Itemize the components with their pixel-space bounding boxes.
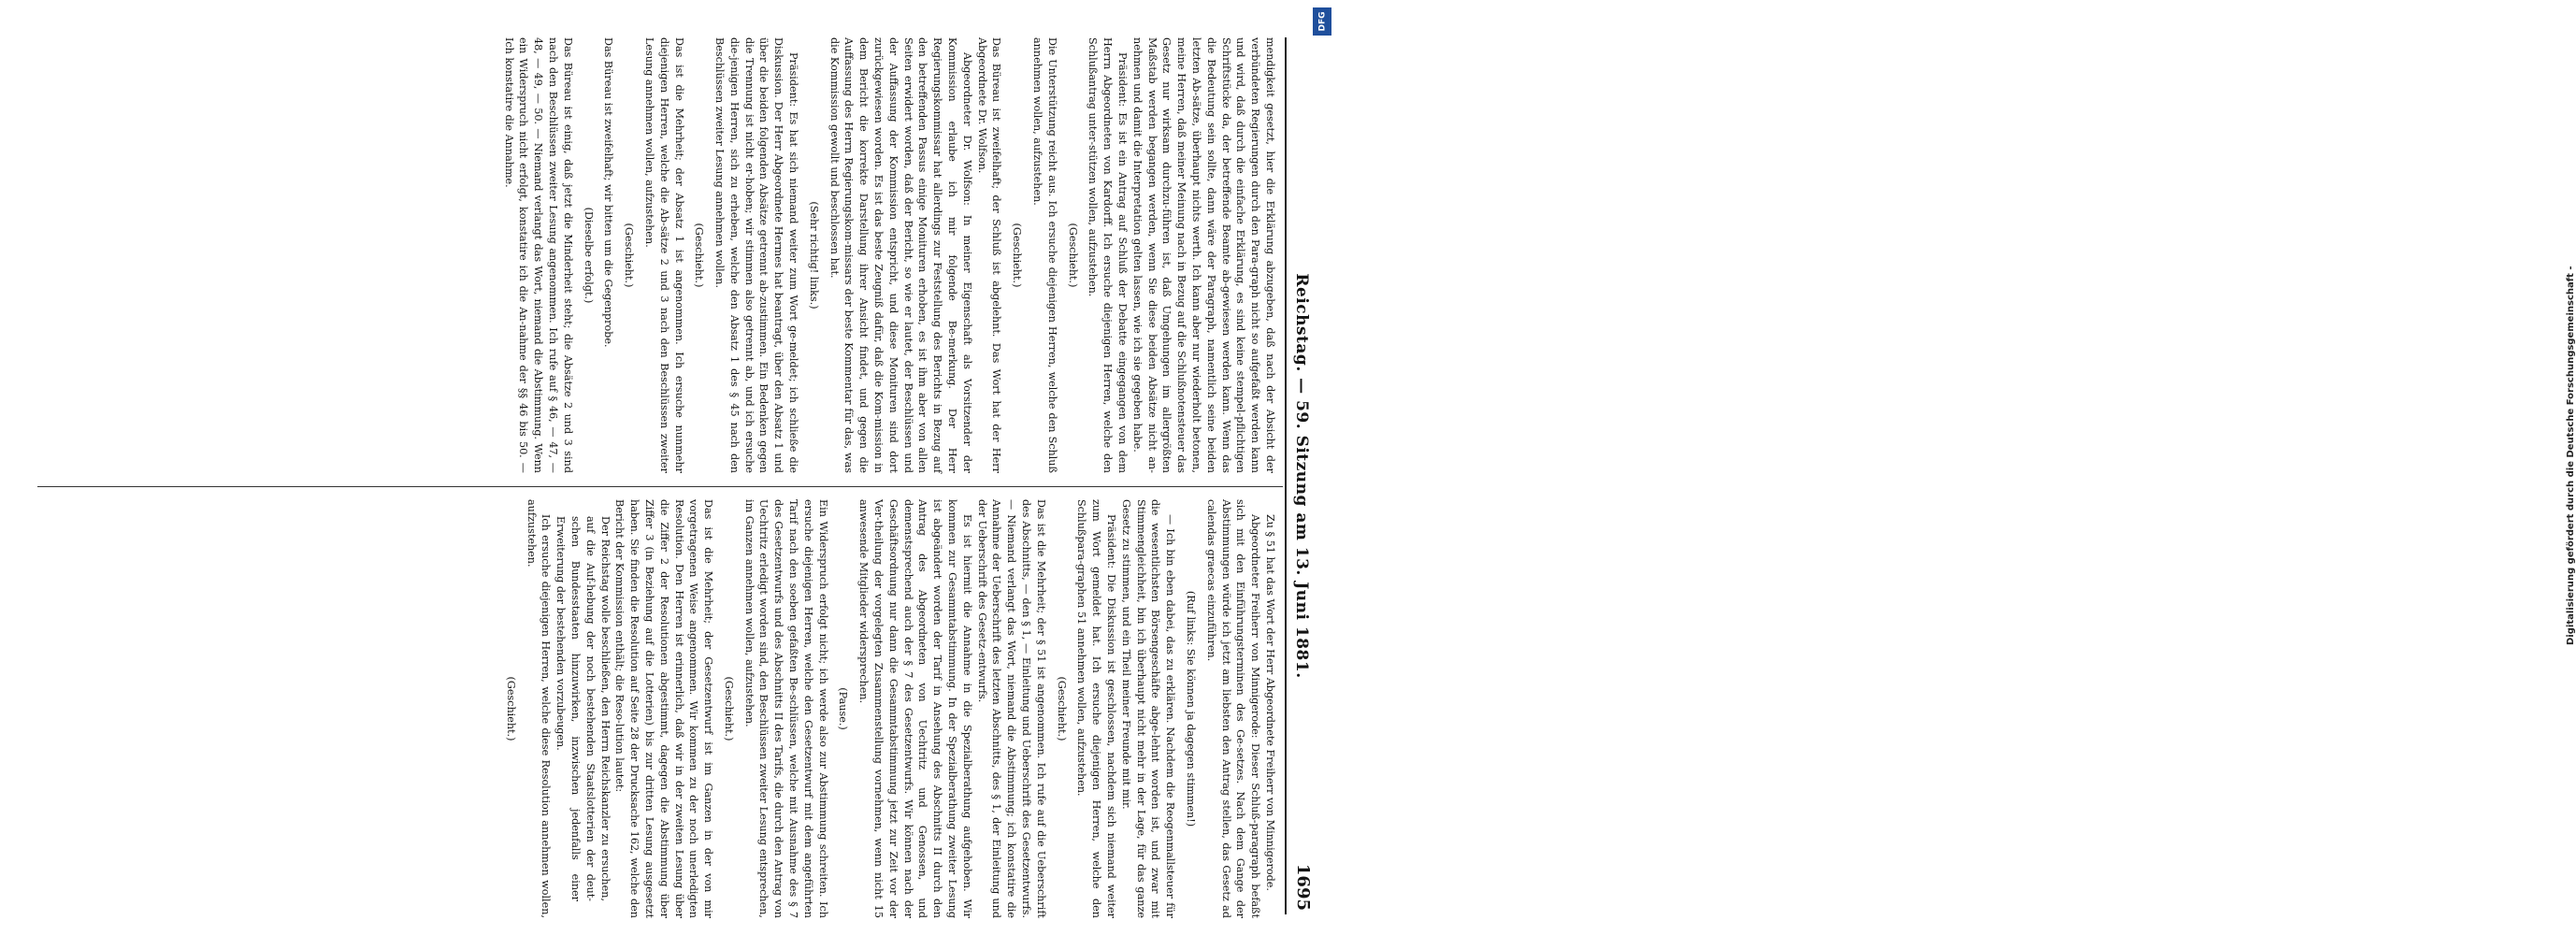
paragraph: Es ist hiermit die Annahme in die Spezialberathung aufgehoben. Wir kommen zur Gesammtabstimmung. In der Spezialberathung zweiter Lesung ist abgeändert worden der Tarif in Ansehung des Abschnitts II durch den Antrag des Abgeordneten von Uechtritz und Genossen, und demenstsprechend auch der § 7 des Gesetzentwurfs. Wir können nach der Geschäftsordnung nur dann die Gesammtabstimmung jetzt zur Zeit vor der Ver-theilung der vorgelegten Zusammenstellung vornehmen, wenn nicht 15 anwesende Mitglieder widersprechen. [857,499,973,918]
stage-direction: (Pause.) [837,687,850,730]
paragraph: Das Büreau ist zweifelhaft; wir bitten um die Gegenprobe. [602,37,615,348]
stage-direction: (Ruf links: Sie können ja dagegen stimmen!) [1185,590,1198,827]
paragraph: Das Büreau ist zweifelhaft; der Schluß ist abgelehnt. Das Wort hat der Herr Abgeordnete Dr. Wolfson. [975,37,1003,473]
paragraph: Das Büreau ist einig, daß jetzt die Minderheit steht; die Absätze 2 und 3 sind nach den Beschlüssen zweiter Lesung angenommen. Ich rufe auf § 46, — 47, — 48, — 49, — 50. — Niemand verlangt das Wort, niemand die Abstimmung. Wenn ein Widerspruch nicht erfolgt, konstatire ich die An-nahme der §§ 46 bis 50. — Ich konstatire die Annahme. [502,37,574,473]
paragraph: — Ich bin eben dabei, das zu erklären. Nachdem die Reogenmallsteuer für die wesentlichsten Börsengeschäfte abge-lehnt worden ist, und zwar mit Stimmengleichheit, bin ich überhaupt nicht mehr in der Lage, für das ganze Gesetz zu stimmen, und ein Theil meiner Freunde mit mir. [1119,499,1177,918]
resolution-text: Der Reichstag wolle beschließen, den Herrn Reichskanzler zu ersuchen, auf die Auf-hebung der noch bestehenden Staatslotterien der deut-schen Bundesstaaten hinzuwirken, inzwischen jedenfalls einer Erweiterung der bestehenden vorzubeugen. [554,516,612,901]
page-number: 1695 [1293,863,1313,911]
paragraph: Abgeordneter Dr. Wolfson: In meiner Eigenschaft als Vorsitzender der Kommission erlaube ich mir folgende Be-merkung. Der Herr Regierungskommissar hat allerdings zur Feststellung des Berichts in Bezug auf den betreffenden Passus einige Monituren erhoben, es ist ihm aber von allen Seiten erwidert worden, daß der Bericht, so wie er lautet, der Beschlüssen und der Auffassung der Kommission entspricht, und diese Monituren sind dort zurückgewiesen worden. Es ist das beste Zeugniß dafür, daß die Kom-mission in dem Bericht die korrekte Darstellung ihrer Ansicht findet, und gegen die Auffassung des Herrn Regierungskom-missars der beste Kommentar für das, was die Kommission gewollt und beschlossen hat. [827,37,973,473]
paragraph: Präsident: Es ist ein Antrag auf Schluß der Debatte eingegangen von dem Herrn Abgeordneten von Kardorff. Ich ersuche diejenigen Herren, welche den Schlußantrag unter-stützen wollen, aufzustehen. [1087,37,1130,473]
stage-direction: (Geschieht.) [504,676,517,741]
paragraph: Abgeordneter Freiherr von Minnigerode: Dieser Schluß-paragraph befaßt sich mit den Einführungsterminen des Ge-setzes. Nach dem Gange der Abstimmungen würde ich jetzt am liebsten den Antrag stellen, das Gesetz ad calendas graecas einzuführen. [1204,499,1262,918]
paragraph: Das ist die Mehrheit; der § 51 ist angenommen. Ich rufe auf die Ueberschrift des Abschnitts, — den § 1, — Einleitung und Ueberschrift des Gesetzentwurfs. — Niemand verlangt das Wort, niemand die Abstimmung; ich konstatire die Annahme der Ueberschrift des letzten Abschnitts, des § 1, der Einleitung und der Ueberschrift des Gesetz-entwurfs. [975,499,1047,918]
stage-direction: (Geschieht.) [722,676,735,741]
paragraph: Zu § 51 hat das Wort der Herr Abgeordnete Freiherr von Minnigerode. [1264,514,1276,891]
running-header [1285,37,1313,914]
digitization-credit: Digitalisierung gefördert durch die Deutsche Forschungsgemeinschaft - [2566,266,2576,645]
stage-direction: (Geschieht.) [1011,223,1024,288]
column-divider [37,486,1283,487]
paragraph: Die Unterstützung reicht aus. Ich ersuche diejenigen Herren, welche den Schluß annehmen wollen, aufzustehen. [1031,37,1058,473]
stage-direction: (Dieselbe erfolgt.) [582,207,595,304]
stage-direction: (Geschieht.) [623,223,636,288]
stage-direction: (Geschieht.) [693,223,706,288]
stage-direction: (Sehr richtig! links.) [807,201,820,309]
paragraph: Ich ersuche diejenigen Herren, welche diese Resolution annehmen wollen, aufzustehen. [525,499,553,918]
paragraph: mendigkeit gesetzt, hier die Erklärung abzugeben, daß nach der Absicht der verbündeten Regierungen durch den Para-graph nicht so aufgefaßt werden kann und wird, daß durch die einfache Erklärung, es sind keine stempel-pflichtigen Schriftstücke da, der betreffende Beamte ab-gewiesen werden kann. Wenn das die Bedeutung sein sollte, dann wäre der Paragraph, namentlich seine beiden letzten Ab-sätze, überhaupt nichts werth. Ich kann aber nur wiederholt betonen, meine Herren, daß meiner Meinung nach in Bezug auf die Schlußnotensteuer das Gesetz nur wirksam durchzu-führen ist, daß Umgehungen im allergrößten Maßstab werden begangen werden, wenn Sie diese beiden Absätze nicht an-nehmen und damit die Interpretation gelten lassen, wie ich sie gegeben habe. [1130,37,1276,473]
paragraph: Das ist die Mehrheit; der Gesetzentwurf ist im Ganzen in der von mir vorgetragenen Weise angenommen. Wir kommen zu der noch unerledigten Resolution. Den Herren ist erinnerlich, daß wir in der zweiten Lesung über die Ziffer 2 der Resolutionen abgestimmt, dagegen die Abstimmung über Ziffer 3 (in Beziehung auf die Lotterien) bis zur dritten Lesung ausgesetzt haben. Sie finden die Resolution auf Seite 28 der Drucksache 162, welche den Bericht der Kommission enthält; die Reso-lution lautet: [613,499,715,918]
paragraph: Präsident: Die Diskussion ist geschlossen, nachdem sich niemand weiter zum Wort gemeldet hat. Ich ersuche diejenigen Herren, welche den Schlußpara-graphen 51 annehmen wollen, aufzustehen. [1075,499,1118,918]
dfg-logo [1313,7,1331,36]
dfg-logo-text: DFG [1317,11,1328,32]
stage-direction: (Geschieht.) [1066,223,1079,288]
paragraph: Ein Widerspruch erfolgt nicht; ich werde also zur Abstimmung schreiten. Ich ersuche diejenigen Herren, welche den Gesetzentwurf mit dem angeführten Tarif nach den soeben gefaßten Be-schlüssen, welche mit Ausnahme des § 7 des Gesetzentwurfs und des Abschnitts II des Tarifs, die durch den Antrag von Uechtritz erledigt worden sind, den Beschlüssen zweiter Lesung entsprechen, im Ganzen annehmen wollen, aufzustehen. [742,499,829,918]
right-column [37,499,1277,918]
paragraph: Das ist die Mehrheit; der Absatz 1 ist angenommen. Ich ersuche nunmehr diejenigen Herren, welche die Ab-sätze 2 und 3 nach den Beschlüssen zweiter Lesung annehmen wollen, aufzustehen. [642,37,685,473]
stage-direction: (Geschieht.) [1055,676,1068,741]
header-title: Reichstag. — 59. Sitzung am 13. Juni 1881. [1292,273,1311,679]
paragraph: Präsident: Es hat sich niemand weiter zum Wort ge-meldet; ich schließe die Diskussion. Der Herr Abgeordnete Hermes hat beantragt, über den Absatz 1 und über die beiden folgenden Absätze getrennt ab-zustimmen. Ein Bedenken gegen die Trennung ist nicht er-hoben; wir stimmen also getrennt ab, und ich ersuche die-jenigen Herren, sich zu erheben, welche den Absatz 1 des § 45 nach den Beschlüssen zweiter Lesung annehmen wollen. [713,37,800,473]
left-column [37,37,1277,473]
